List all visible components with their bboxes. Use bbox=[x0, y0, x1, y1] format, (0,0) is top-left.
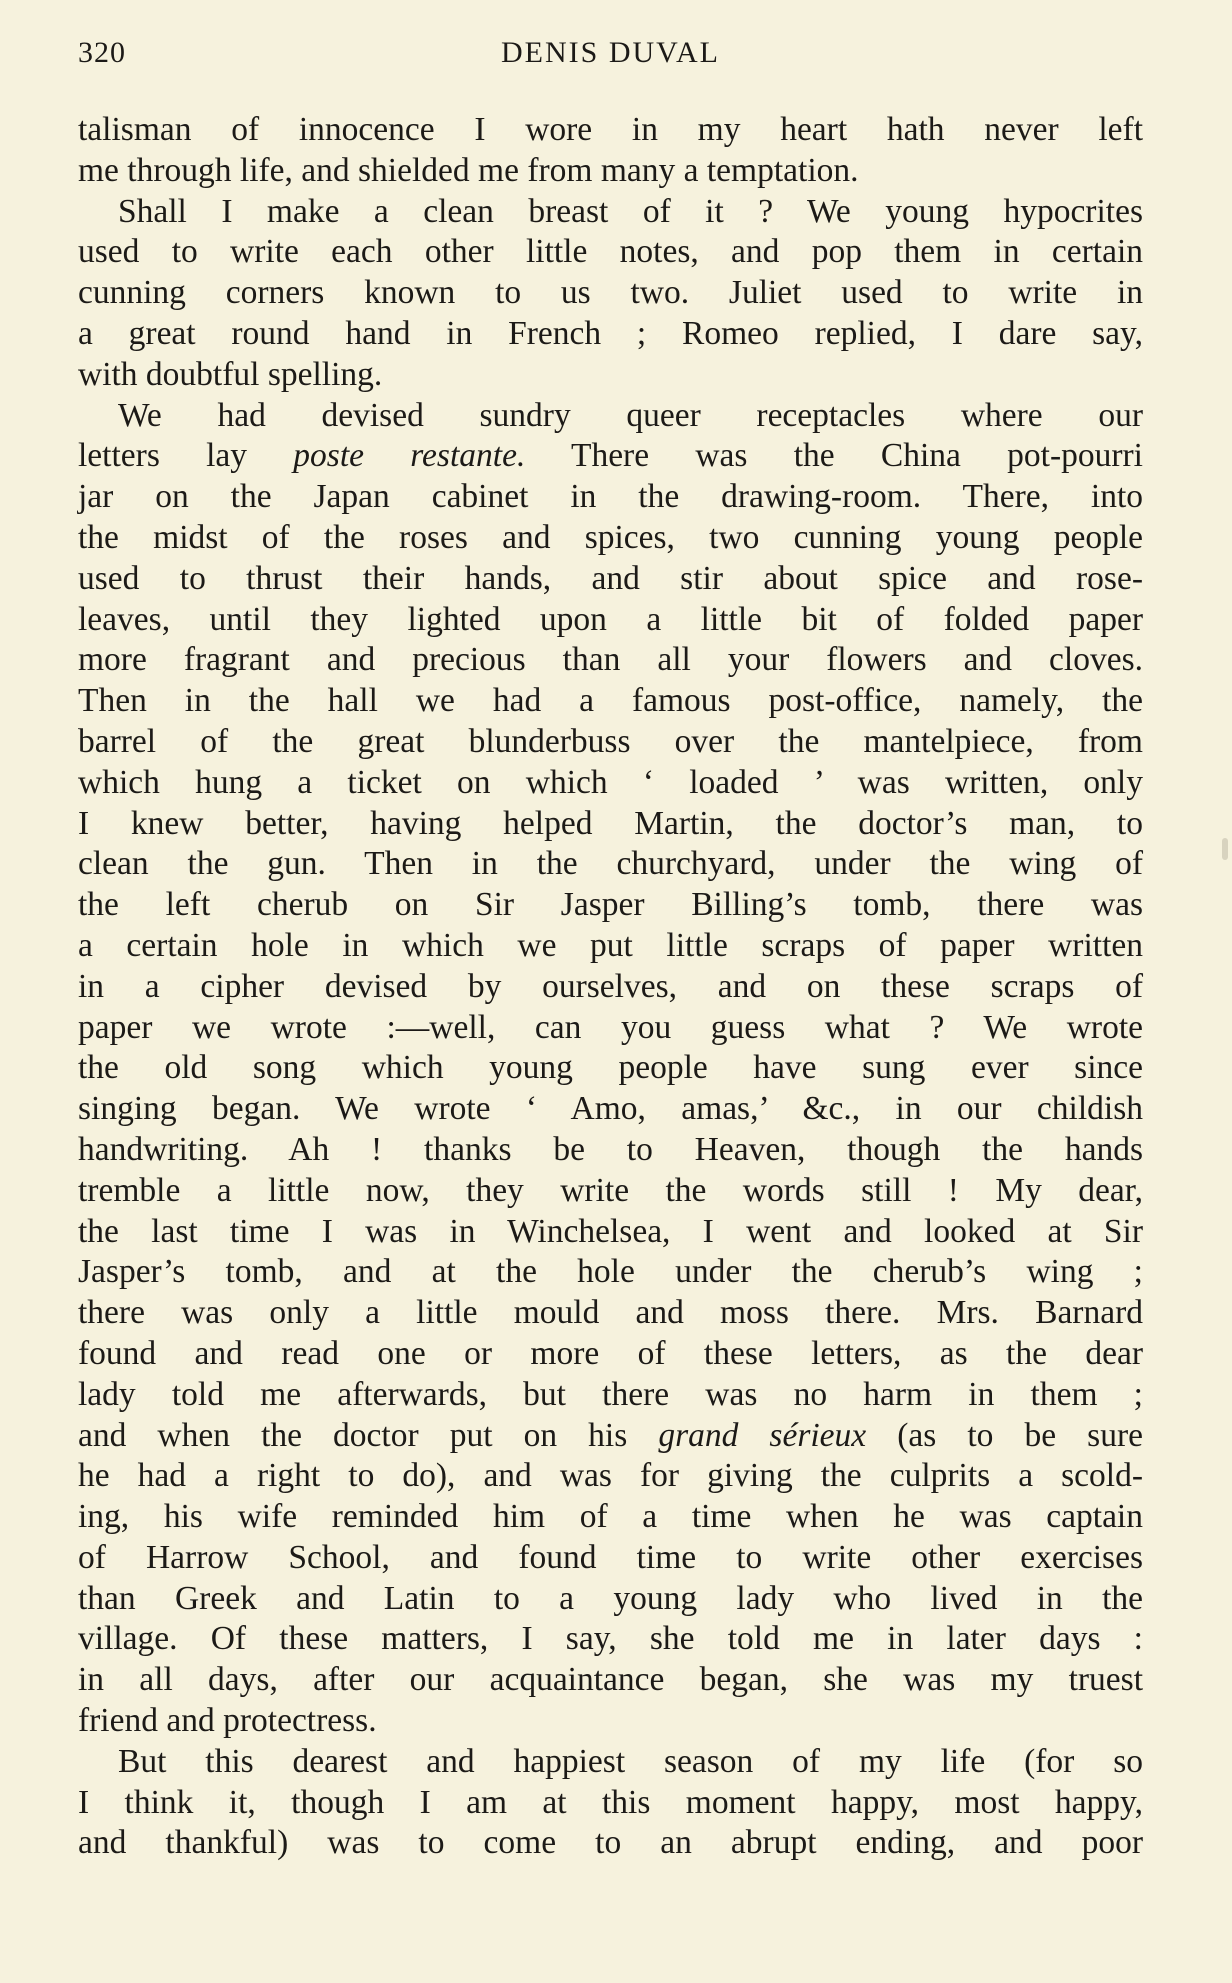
text-line: leaves, until they lighted upon a little bit of folded paper bbox=[78, 600, 1143, 638]
text-line: jar on the Japan cabinet in the drawing-room. There, into bbox=[78, 478, 1143, 516]
text-fragment: and when the doctor put on his bbox=[78, 1416, 659, 1454]
text-line: But this dearest and happiest season of my life (for so bbox=[118, 1742, 1143, 1780]
text-line: me through life, and shielded me from many a temptation. bbox=[78, 151, 859, 189]
text-line: of Harrow School, and found time to write other exercises bbox=[78, 1538, 1143, 1576]
text-line: I knew better, having helped Martin, the doctor’s man, to bbox=[78, 804, 1143, 842]
text-fragment: There was the China pot-pourri bbox=[525, 437, 1143, 475]
text-line: there was only a little mould and moss there. Mrs. Barnard bbox=[78, 1294, 1143, 1332]
text-fragment: (as to be sure bbox=[866, 1416, 1143, 1454]
text-line: handwriting. Ah ! thanks be to Heaven, though the hands bbox=[78, 1130, 1143, 1168]
text-line: friend and protectress. bbox=[78, 1702, 377, 1740]
body-text bbox=[78, 110, 1143, 1864]
text-line: singing began. We wrote ‘ Amo, amas,’ &c., in our childish bbox=[78, 1090, 1143, 1128]
page-number: 320 bbox=[78, 36, 126, 69]
text-line: than Greek and Latin to a young lady who lived in the bbox=[78, 1579, 1143, 1617]
text-line: We had devised sundry queer receptacles where our bbox=[118, 396, 1143, 434]
text-line: paper we wrote :—well, can you guess what ? We wrote bbox=[78, 1008, 1143, 1046]
text-line: lady told me afterwards, but there was no harm in them ; bbox=[78, 1375, 1143, 1413]
text-line: the left cherub on Sir Jasper Billing’s tomb, there was bbox=[78, 886, 1143, 924]
text-line: with doubtful spelling. bbox=[78, 355, 383, 393]
italic-phrase: poste restante. bbox=[293, 437, 526, 475]
text-line: cunning corners known to us two. Juliet used to write in bbox=[78, 274, 1143, 312]
text-fragment: letters lay bbox=[78, 437, 294, 475]
text-line: barrel of the great blunderbuss over the mantelpiece, from bbox=[78, 722, 1143, 760]
text-line: village. Of these matters, I say, she told me in later days : bbox=[78, 1620, 1143, 1658]
text-line: found and read one or more of these letters, as the dear bbox=[78, 1334, 1143, 1372]
text-line: Then in the hall we had a famous post-office, namely, the bbox=[78, 682, 1143, 720]
text-line: used to thrust their hands, and stir about spice and rose- bbox=[78, 559, 1143, 597]
page-header bbox=[78, 36, 1143, 76]
text-line: he had a right to do), and was for giving the culprits a scold- bbox=[78, 1457, 1143, 1495]
text-line: ing, his wife reminded him of a time when he was captain bbox=[78, 1498, 1143, 1536]
text-line: a great round hand in French ; Romeo replied, I dare say, bbox=[78, 314, 1143, 352]
page-edge-mark bbox=[1222, 838, 1228, 860]
text-line: tremble a little now, they write the words still ! My dear, bbox=[78, 1171, 1143, 1209]
text-line: and thankful) was to come to an abrupt ending, and poor bbox=[78, 1824, 1143, 1862]
text-line: the midst of the roses and spices, two cunning young people bbox=[78, 518, 1143, 556]
text-line-mixed bbox=[78, 436, 1143, 477]
text-line: the old song which young people have sung ever since bbox=[78, 1049, 1143, 1087]
text-line: which hung a ticket on which ‘ loaded ’ was written, only bbox=[78, 763, 1143, 801]
text-line: in all days, after our acquaintance began, she was my truest bbox=[78, 1661, 1143, 1699]
text-line: more fragrant and precious than all your flowers and cloves. bbox=[78, 641, 1143, 679]
text-line: in a cipher devised by ourselves, and on these scraps of bbox=[78, 967, 1143, 1005]
text-line: clean the gun. Then in the churchyard, under the wing of bbox=[78, 845, 1143, 883]
text-line: a certain hole in which we put little scraps of paper written bbox=[78, 926, 1143, 964]
text-line: Shall I make a clean breast of it ? We young hypocrites bbox=[118, 192, 1143, 230]
italic-phrase: grand sérieux bbox=[658, 1416, 867, 1454]
running-title: DENIS DUVAL bbox=[501, 36, 720, 69]
text-line: the last time I was in Winchelsea, I went and looked at Sir bbox=[78, 1212, 1143, 1250]
text-line: talisman of innocence I wore in my heart hath never left bbox=[78, 111, 1143, 148]
text-line: Jasper’s tomb, and at the hole under the cherub’s wing ; bbox=[78, 1253, 1143, 1291]
text-line-mixed bbox=[78, 1416, 1143, 1457]
text-line: I think it, though I am at this moment happy, most happy, bbox=[78, 1783, 1143, 1821]
text-line: used to write each other little notes, and pop them in certain bbox=[78, 233, 1143, 271]
